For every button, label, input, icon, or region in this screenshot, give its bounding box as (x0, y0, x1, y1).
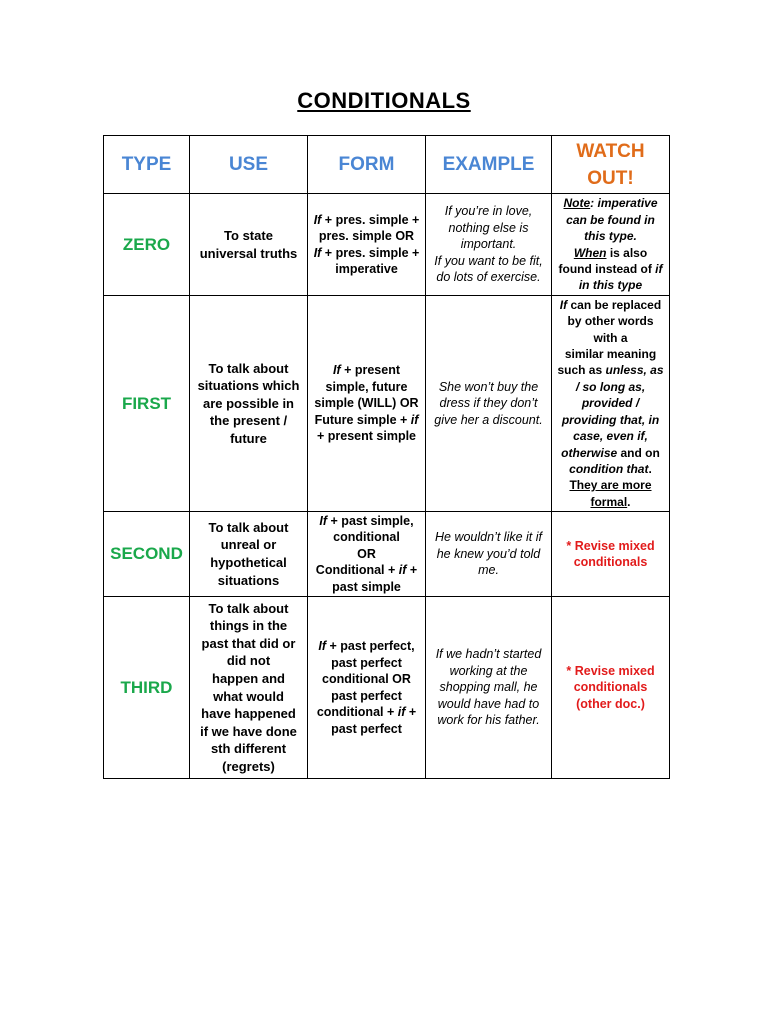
use-cell: To talk about situations which are possible in the present / future (190, 296, 308, 512)
header-use: USE (190, 136, 308, 194)
table-row-second (104, 512, 670, 597)
page-title: CONDITIONALS (297, 88, 471, 113)
watch-out-cell: If can be replaced by other words with a similar meaning such as unless, as / so long as, provided / providing that, in case, even if, otherwise and on condition that. They are more formal. (552, 296, 670, 512)
type-cell: FIRST (104, 296, 190, 512)
example-cell: If you’re in love, nothing else is important. If you want to be fit, do lots of exercise. (426, 194, 552, 296)
watch-out-cell: Note: imperative can be found in this type. When is also found instead of if in this type (552, 194, 670, 296)
type-cell: ZERO (104, 194, 190, 296)
header-row (104, 136, 670, 194)
table-row-zero (104, 194, 670, 296)
use-cell: To talk about things in the past that did or did not happen and what would have happened if we have done sth different (regrets) (190, 597, 308, 779)
type-cell: SECOND (104, 512, 190, 597)
watch-out-cell: * Revise mixed conditionals (other doc.) (552, 597, 670, 779)
header-form: FORM (308, 136, 426, 194)
example-cell: If we hadn’t started working at the shopping mall, he would have had to work for his father. (426, 597, 552, 779)
form-cell: If + past simple, conditional OR Conditional + if + past simple (308, 512, 426, 597)
use-cell: To state universal truths (190, 194, 308, 296)
table-row-third (104, 597, 670, 779)
example-cell: She won’t buy the dress if they don’t give her a discount. (426, 296, 552, 512)
header-watch-out: WATCH OUT! (552, 136, 670, 194)
form-cell: If + past perfect, past perfect conditional OR past perfect conditional + if + past perfect (308, 597, 426, 779)
header-example: EXAMPLE (426, 136, 552, 194)
conditionals-table (103, 135, 670, 779)
form-cell: If + present simple, future simple (WILL) OR Future simple + if + present simple (308, 296, 426, 512)
form-cell: If + pres. simple + pres. simple OR If + pres. simple + imperative (308, 194, 426, 296)
watch-out-cell: * Revise mixed conditionals (552, 512, 670, 597)
use-cell: To talk about unreal or hypothetical situations (190, 512, 308, 597)
type-cell: THIRD (104, 597, 190, 779)
table-row-first (104, 296, 670, 512)
header-type: TYPE (104, 136, 190, 194)
example-cell: He wouldn’t like it if he knew you’d told me. (426, 512, 552, 597)
